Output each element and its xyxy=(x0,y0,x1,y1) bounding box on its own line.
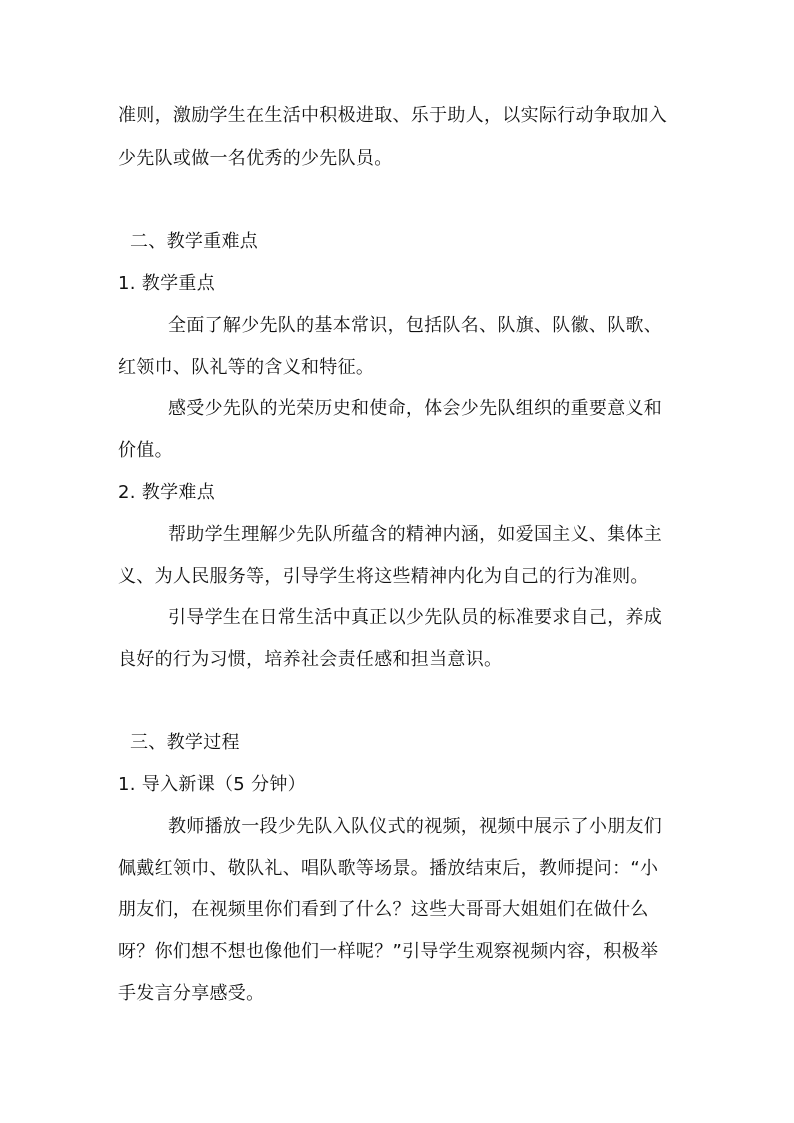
section-heading-difficulties: 二、教学重难点 xyxy=(130,231,259,252)
paragraph-line: 红领巾、队礼等的含义和特征。 xyxy=(118,357,375,378)
paragraph-line: 良好的行为习惯，培养社会责任感和担当意识。 xyxy=(118,649,503,670)
paragraph-line: 全面了解少先队的基本常识，包括队名、队旗、队徽、队歌、 xyxy=(168,315,663,336)
paragraph-line: 义、为人民服务等，引导学生将这些精神内化为自己的行为准则。 xyxy=(118,566,649,587)
paragraph-line: 手发言分享感受。 xyxy=(118,983,265,1004)
section-heading-process: 三、教学过程 xyxy=(130,732,240,753)
intro-line-1: 准则，激励学生在生活中积极进取、乐于助人，以实际行动争取加入 xyxy=(118,105,667,126)
paragraph-line: 引导学生在日常生活中真正以少先队员的标准要求自己，养成 xyxy=(168,607,663,628)
paragraph-line: 朋友们，在视频里你们看到了什么？这些大哥哥大姐姐们在做什么 xyxy=(118,899,649,920)
paragraph-line: 价值。 xyxy=(118,440,173,461)
subheading-difficult-points: 2. 教学难点 xyxy=(118,482,215,503)
paragraph-line: 佩戴红领巾、敬队礼、唱队歌等场景。播放结束后，教师提问：“小 xyxy=(118,858,659,879)
paragraph-line: 教师播放一段少先队入队仪式的视频，视频中展示了小朋友们 xyxy=(168,816,663,837)
paragraph-line: 帮助学生理解少先队所蕴含的精神内涵，如爱国主义、集体主 xyxy=(168,524,663,545)
intro-line-2: 少先队或做一名优秀的少先队员。 xyxy=(118,148,393,169)
paragraph-line: 感受少先队的光荣历史和使命，体会少先队组织的重要意义和 xyxy=(168,398,663,419)
paragraph-line: 呀？你们想不想也像他们一样呢？”引导学生观察视频内容，积极举 xyxy=(118,941,659,962)
subheading-key-points: 1. 教学重点 xyxy=(118,273,215,294)
subheading-introduction: 1. 导入新课（5 分钟） xyxy=(118,774,306,795)
